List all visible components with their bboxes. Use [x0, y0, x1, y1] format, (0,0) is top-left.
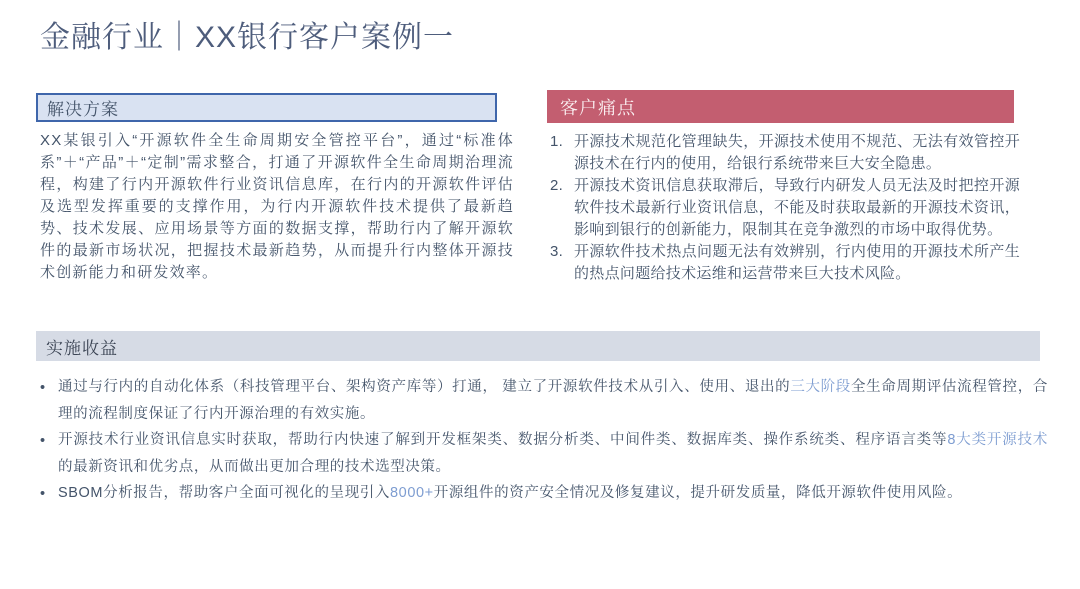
benefit-text-pre: 通过与行内的自动化体系（科技管理平台、架构资产库等）打通， 建立了开源软件技术从引入、使用、退出的: [58, 379, 791, 395]
pain-point-text: 开源技术规范化管理缺失，开源技术使用不规范、无法有效管控开源技术在行内的使用，给银行系统带来巨大安全隐患。: [574, 133, 1020, 172]
benefit-text: [58, 427, 1048, 480]
benefit-text-pre: SBOM分析报告，帮助客户全面可视化的呈现引入: [58, 485, 390, 501]
benefit-text-post: 开源组件的资产安全情况及修复建议，提升研发质量，降低开源软件使用风险。: [433, 485, 963, 501]
pain-point-item: [550, 175, 1020, 241]
benefit-text-pre: 开源技术行业资讯信息实时获取，帮助行内快速了解到开发框架类、数据分析类、中间件类、数据库类、操作系统类、程序语言类等: [58, 432, 948, 448]
pain-point-text: 开源技术资讯信息获取滞后，导致行内研发人员无法及时把控开源软件技术最新行业资讯信息，不能及时获取最新的开源技术资讯，影响到银行的创新能力，限制其在竞争激烈的市场中取得优势。: [574, 177, 1020, 238]
pain-point-number: 1.: [550, 133, 564, 150]
benefit-highlight: 8000+: [390, 485, 434, 501]
pain-point-number: 3.: [550, 243, 564, 260]
pain-points-header-label: 客户痛点: [560, 97, 636, 118]
benefit-highlight: 8大类开源技术: [947, 432, 1049, 448]
benefit-text: [58, 374, 1048, 427]
pain-point-text: 开源软件技术热点问题无法有效辨别，行内使用的开源技术所产生的热点问题给技术运维和运营带来巨大技术风险。: [574, 243, 1020, 282]
pain-point-item: [550, 241, 1020, 285]
benefit-text-post: 全生命周期评估流程管控，合理的流程制度保证了行内开源治理的有效实施。: [58, 379, 1048, 422]
bullet-icon: •: [40, 380, 46, 396]
benefits-list: [40, 374, 1048, 508]
benefits-section-header: [36, 331, 1040, 361]
bullet-icon: •: [40, 486, 46, 502]
pain-point-number: 2.: [550, 177, 564, 194]
solution-section-header: [36, 93, 497, 122]
pain-points-list: [550, 131, 1020, 285]
pain-points-section-header: [547, 90, 1014, 123]
benefits-header-label: 实施收益: [46, 338, 118, 358]
solution-header-label: 解决方案: [47, 100, 119, 119]
bullet-icon: •: [40, 433, 46, 449]
benefit-text: [58, 480, 1048, 508]
benefit-highlight: 三大阶段: [790, 379, 851, 395]
benefit-text-post: 的最新资讯和优劣点，从而做出更加合理的技术选型决策。: [58, 458, 451, 475]
page-title: 金融行业｜XX银行客户案例一: [40, 21, 455, 54]
solution-body-text: XX某银引入“开源软件全生命周期安全管控平台”，通过“标准体系”＋“产品”＋“定制”需求整合，打通了开源软件全生命周期治理流程，构建了行内开源软件行业资讯信息库，在行内的开源软件评估及选型发挥重要的支撑作用，为行内开源软件技术提供了最新趋势、技术发展、应用场景等方面的数据支撑，帮助行内了解开源软件的最新市场状况，把握技术最新趋势，从而提升行内整体开源技术创新能力和研发效率。: [40, 132, 514, 281]
benefit-item: [40, 374, 1048, 427]
benefit-item: [40, 427, 1048, 480]
pain-point-item: [550, 131, 1020, 175]
benefit-item: [40, 480, 1048, 508]
